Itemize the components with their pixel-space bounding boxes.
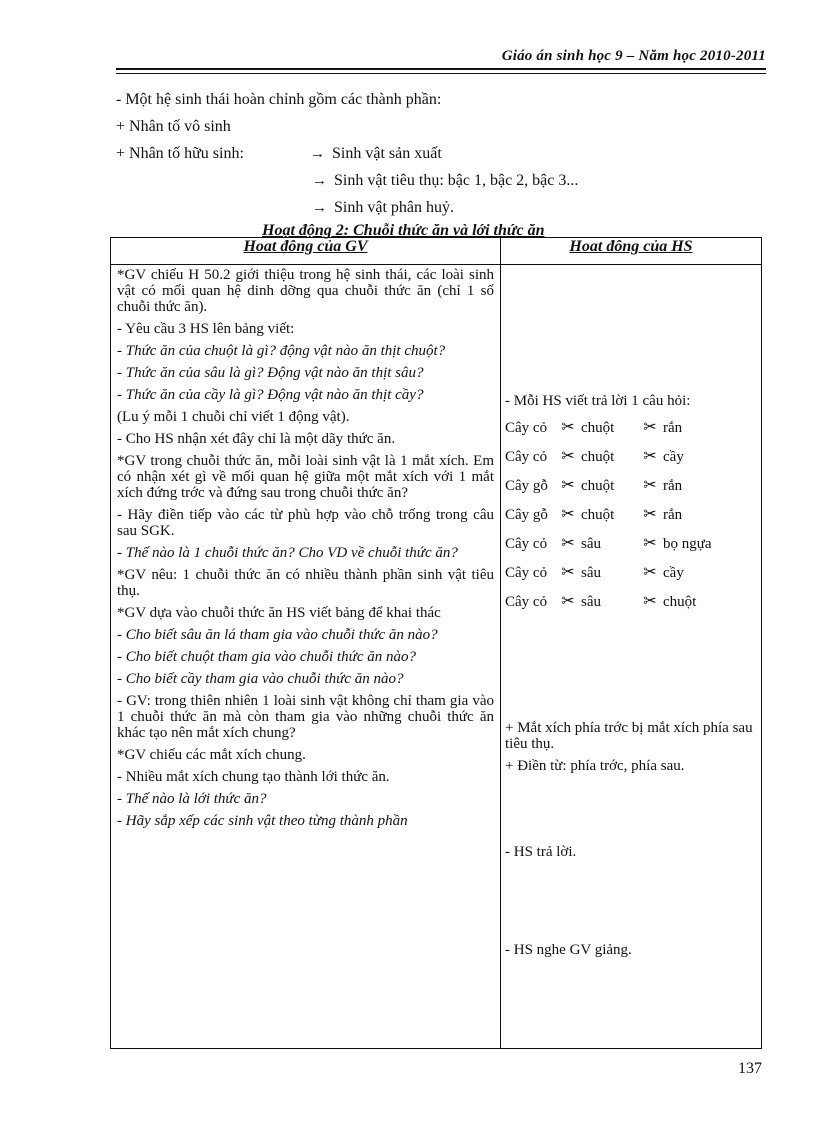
gv-item: - Cho biết cầy tham gia vào chuỗi thức ăn nào? — [117, 671, 404, 687]
chain-organism: sâu — [581, 594, 601, 610]
page-number: 137 — [738, 1060, 762, 1077]
hs-intro: - Mỗi HS viết trả lời 1 câu hỏi: — [505, 393, 691, 409]
gv-item: - GV: trong thiên nhiên 1 loài sinh vật không chỉ tham gia vào 1 chuỗi thức ăn mà còn tham gia vào những chuỗi thức ăn khác tạo nên mắt xích chung? — [117, 693, 494, 741]
chain-organism: chuột — [581, 478, 615, 494]
scissors-icon: ✂ — [643, 564, 657, 581]
chain-organism: Cây gỗ — [505, 507, 548, 523]
hs-answer: - HS nghe GV giảng. — [505, 942, 632, 958]
intro-line-2: + Nhân tố vô sinh — [116, 118, 231, 135]
scissors-icon: ✂ — [643, 593, 657, 610]
hs-column — [501, 265, 762, 1049]
arrow-item-1: Sinh vật sản xuất — [332, 145, 442, 162]
gv-column — [111, 265, 501, 1049]
chain-organism: chuột — [581, 507, 615, 523]
gv-item: (Lu ý mỗi 1 chuỗi chỉ viết 1 động vật). — [117, 409, 350, 425]
chain-organism: sâu — [581, 565, 601, 581]
gv-item: *GV nêu: 1 chuỗi thức ăn có nhiều thành phần sinh vật tiêu thụ. — [117, 567, 494, 599]
col-header-hs: Hoat đông của HS — [501, 238, 762, 265]
chain-organism: rắn — [663, 420, 683, 436]
hs-answer: + Điền từ: phía trớc, phía sau. — [505, 758, 685, 774]
gv-item: - Nhiều mắt xích chung tạo thành lới thức ăn. — [117, 769, 390, 785]
chain-organism: chuột — [581, 420, 615, 436]
table-body-row — [111, 265, 762, 1049]
chain-organism: sâu — [581, 536, 601, 552]
gv-item: *GV trong chuỗi thức ăn, mỗi loài sinh vật là 1 mắt xích. Em có nhận xét gì về mối quan hệ giữa một mắt xích với 1 mắt xích đứng trớc và đứng sau trong chuỗi thức ăn? — [117, 453, 494, 501]
gv-item: - Cho biết sâu ăn lá tham gia vào chuỗi thức ăn nào? — [117, 627, 438, 643]
col-header-gv: Hoat đông của GV — [111, 238, 501, 265]
gv-item: - Cho HS nhận xét đây chỉ là một dãy thức ăn. — [117, 431, 396, 447]
gv-item: - Thức ăn của cầy là gì? Động vật nào ăn thịt cầy? — [117, 387, 424, 403]
arrow-right-icon: → — [312, 200, 327, 216]
arrow-item-2: Sinh vật tiêu thụ: bậc 1, bậc 2, bậc 3... — [334, 172, 579, 189]
gv-item: - Cho biết chuột tham gia vào chuỗi thức ăn nào? — [117, 649, 416, 665]
scissors-icon: ✂ — [561, 448, 575, 465]
scissors-icon: ✂ — [643, 477, 657, 494]
chain-organism: Cây cỏ — [505, 536, 548, 552]
chain-organism: Cây cỏ — [505, 449, 548, 465]
hs-answer: - HS trả lời. — [505, 844, 577, 860]
intro-line-4 — [116, 167, 776, 194]
chain-organism: bọ ngựa — [663, 536, 712, 552]
table-header-row — [111, 238, 762, 265]
scissors-icon: ✂ — [561, 477, 575, 494]
scissors-icon: ✂ — [561, 593, 575, 610]
chain-organism: Cây cỏ — [505, 594, 548, 610]
food-chain — [505, 442, 757, 471]
food-chain — [505, 558, 757, 587]
food-chain — [505, 413, 757, 442]
scissors-icon: ✂ — [643, 448, 657, 465]
gv-item: - Thế nào là lới thức ăn? — [117, 791, 267, 807]
gv-item: *GV dựa vào chuỗi thức ăn HS viết bảng để khai thác — [117, 605, 441, 621]
section-title: Hoạt động 2: Chuỗi thức ăn và lới thức ăn — [262, 222, 545, 239]
chain-organism: cầy — [663, 565, 684, 581]
page-header: Giáo án sinh học 9 – Năm học 2010-2011 — [501, 48, 766, 64]
activity-table — [110, 237, 762, 1049]
gv-item: - Thế nào là 1 chuỗi thức ăn? Cho VD về chuỗi thức ăn? — [117, 545, 458, 561]
chain-organism: cầy — [663, 449, 684, 465]
gv-item: *GV chiếu các mắt xích chung. — [117, 747, 306, 763]
food-chain — [505, 471, 757, 500]
food-chain — [505, 587, 757, 616]
scissors-icon: ✂ — [561, 564, 575, 581]
gv-item: - Thức ăn của chuột là gì? động vật nào ăn thịt chuột? — [117, 343, 446, 359]
gv-item: *GV chiếu H 50.2 giới thiệu trong hệ sinh thái, các loài sinh vật có mối quan hệ dinh dỡng qua chuỗi thức ăn (chỉ 1 số chuỗi thức ăn). — [117, 267, 494, 315]
intro-line-3 — [116, 140, 776, 167]
scissors-icon: ✂ — [561, 419, 575, 436]
gv-item: - Hãy sắp xếp các sinh vật theo từng thành phần — [117, 813, 408, 829]
scissors-icon: ✂ — [561, 506, 575, 523]
chain-organism: chuột — [663, 594, 697, 610]
arrow-right-icon: → — [312, 173, 327, 189]
chain-organism: rắn — [663, 478, 683, 494]
gv-item: - Thức ăn của sâu là gì? Động vật nào ăn thịt sâu? — [117, 365, 424, 381]
chain-organism: Cây cỏ — [505, 565, 548, 581]
chain-organism: rắn — [663, 507, 683, 523]
arrow-item-3: Sinh vật phân huỷ. — [334, 199, 454, 216]
gv-item: - Hãy điền tiếp vào các từ phù hợp vào chỗ trống trong câu sau SGK. — [117, 507, 494, 539]
chain-organism: Cây gỗ — [505, 478, 548, 494]
hs-answer: + Mắt xích phía trớc bị mắt xích phía sau tiêu thụ. — [505, 720, 753, 752]
scissors-icon: ✂ — [643, 419, 657, 436]
intro-line-5 — [116, 194, 776, 221]
arrow-right-icon: → — [310, 146, 325, 162]
intro-huu-sinh-label: + Nhân tố hữu sinh: — [116, 145, 244, 162]
food-chain — [505, 529, 757, 558]
scissors-icon: ✂ — [643, 506, 657, 523]
chain-organism: chuột — [581, 449, 615, 465]
food-chain-list — [505, 413, 757, 616]
food-chain — [505, 500, 757, 529]
intro-line-1: - Một hệ sinh thái hoàn chỉnh gồm các thành phần: — [116, 91, 442, 108]
scissors-icon: ✂ — [561, 535, 575, 552]
header-rule-thin — [116, 73, 766, 74]
chain-organism: Cây cỏ — [505, 420, 548, 436]
header-rule-thick — [116, 68, 766, 70]
scissors-icon: ✂ — [643, 535, 657, 552]
gv-item: - Yêu cầu 3 HS lên bảng viết: — [117, 321, 295, 337]
intro-block — [116, 86, 776, 221]
